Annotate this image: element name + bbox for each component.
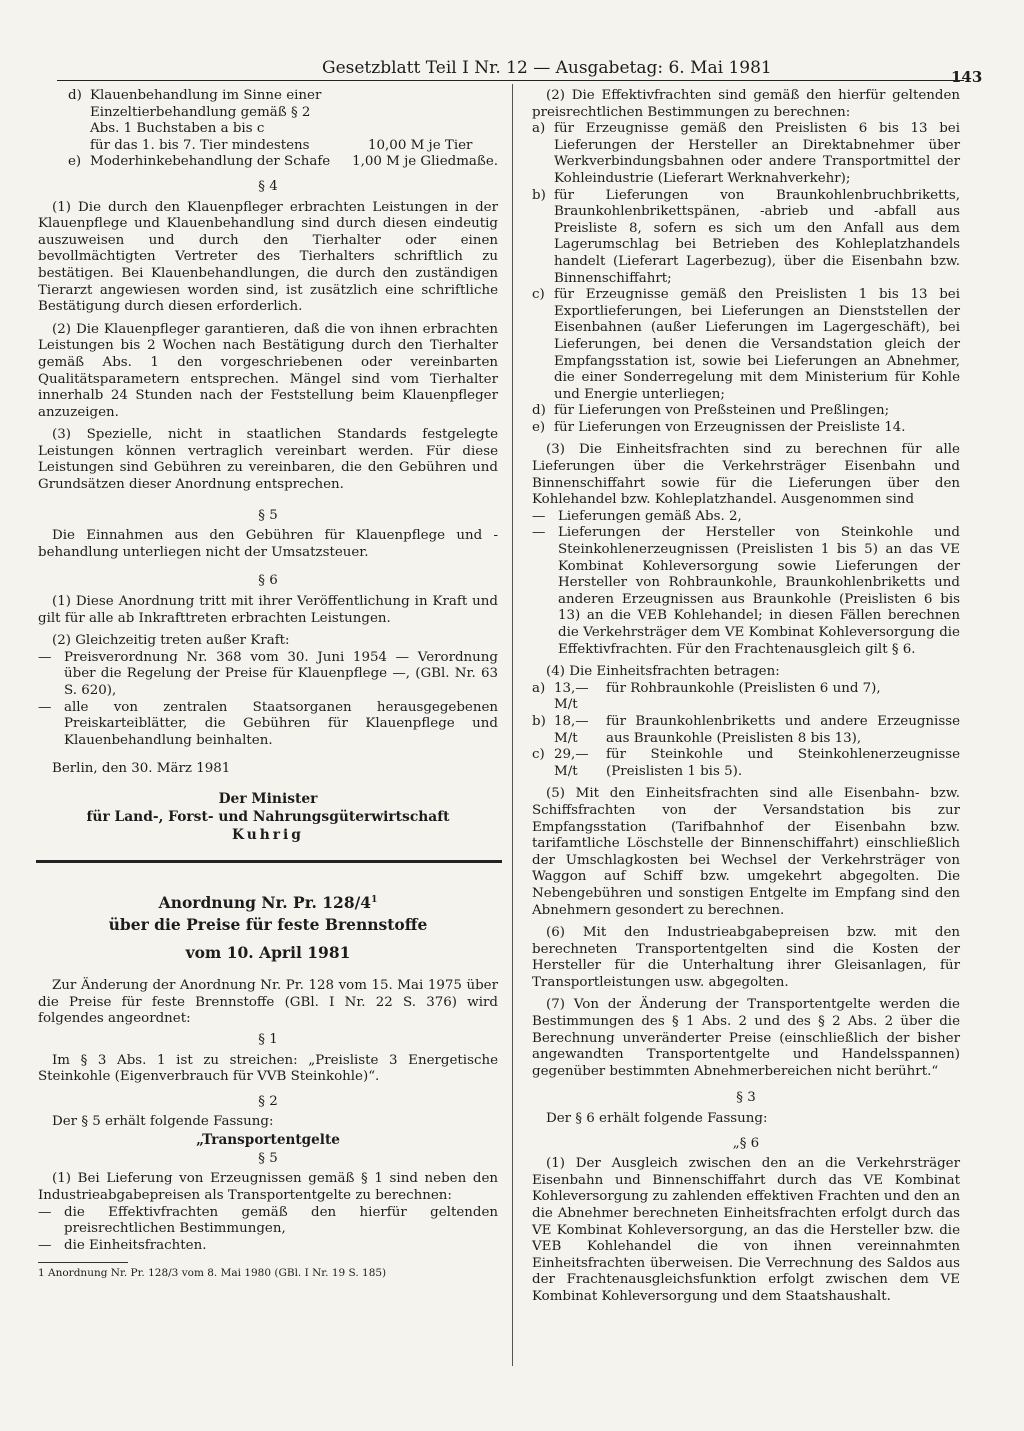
paragraph: Im § 3 Abs. 1 ist zu streichen: „Preisliste 3 Energetische Steinkohle (Eigenverbrauch für VVB Steinkohle)“. [38,1052,498,1085]
section-heading: § 4 [258,178,278,194]
section-heading: „§ 6 [732,1135,760,1151]
fee-item-d: d) Klauenbehandlung im Sinne einer Einzeltierbehandlung gemäß § 2 Abs. 1 Buchstaben a bis c für das 1. bis 7. Tier mindestens 10,00 M je Tier [68,88,498,154]
paragraph: Zur Änderung der Anordnung Nr. Pr. 128 vom 15. Mai 1975 über die Preise für feste Brennstoffe (GBl. I Nr. 22 S. 376) wird folgendes angeordnet: [38,978,498,1027]
paragraph: (2) Die Klauenpfleger garantieren, daß die von ihnen erbrachten Leistungen bis 2 Wochen nach Bestätigung durch den Tierhalter gemäß Abs. 1 den vorgeschriebenen oder vereinbarten Qualitätsparametern entsprechen. Mängel sind vom Tierhalter innerhalb 24 Stunden nach der Feststellung beim Klauenpfleger anzuzeigen. [38,321,498,420]
paragraph: (1) Bei Lieferung von Erzeugnissen gemäß § 1 sind neben den Industrieabgabepreisen als Transportentgelte zu berechnen: [38,1171,498,1204]
section-heading: § 3 [736,1090,756,1106]
list-item: — die Effektivfrachten gemäß den hierfür geltenden preisrechtlichen Bestimmungen, [38,1204,498,1237]
list-item: c) für Erzeugnisse gemäß den Preislisten 1 bis 13 bei Exportlieferungen, bei Lieferungen an Dienststellen der Eisenbahnen (außer Lieferungen im Lagergeschäft), bei Lieferungen, bei denen die Versandstation gleich der Empfangsstation ist, sowie bei Lieferungen an Abnehmer, die einer Sonderregelung mit dem Ministerium für Kohle und Energie unterliegen; [532,287,960,402]
section-heading: § 5 [258,507,278,523]
paragraph: (4) Die Einheitsfrachten betragen: [546,664,780,680]
header-rule [57,80,964,81]
rate-item: c) 29,— M/t für Steinkohle und Steinkohlenerzeugnisse (Preislisten 1 bis 5). [532,747,960,779]
column-divider [512,84,513,1366]
paragraph: (1) Diese Anordnung tritt mit ihrer Veröffentlichung in Kraft und gilt für alle ab Inkrafttreten erbrachten Leistungen. [38,594,498,626]
footnote-marker: 1 [371,894,378,905]
fee-amount: 10,00 M je Tier [368,137,473,153]
fee-item-e: e) Moderhinkebehandlung der Schafe 1,00 M je Gliedmaße. [68,154,498,170]
right-column [532,88,960,1306]
section-heading: § 6 [258,573,278,589]
list-item: e) für Lieferungen von Erzeugnissen der Preisliste 14. [532,419,906,435]
ordinance-title: Anordnung Nr. Pr. $128/4^1$ über die Preise für feste Brennstoffe vom 10. April 1981 [108,893,428,963]
list-item: a) für Erzeugnisse gemäß den Preislisten 6 bis 13 bei Lieferungen der Hersteller an Direktabnehmer über Werkverbindungsbahnen oder andere Transportmittel der Kohleindustrie (Lieferart Werknahverkehr); [532,121,960,186]
paragraph: (1) Der Ausgleich zwischen den an die Verkehrsträger Eisenbahn und Binnenschiffahrt durch das VE Kombinat Kohleversorgung zu zahlenden effektiven Frachten und den an die Abnehmer berechneten Einheitsfrachten erfolgt durch das VE Kombinat Kohleversorgung, an das die Hersteller bzw. die VEB Kohlehandel die von ihnen vereinnahmten Einheitsfrachten überweisen. Die Verrechnung des Saldos aus der Frachtenausgleichsfunktion erfolgt zwischen dem VE Kombinat Kohleversorgung und dem Staatshaushalt. [532,1156,960,1304]
signatory-name: Kuhrig [232,826,304,843]
rate-item: b) 18,— M/t für Braunkohlenbriketts und andere Erzeugnisse aus Braunkohle (Preislisten 8 bis 13), [532,713,960,746]
list-item: d) für Lieferungen von Preßsteinen und Preßlingen; [532,403,890,419]
paragraph: (3) Die Einheitsfrachten sind zu berechnen für alle Lieferungen über die Verkehrsträger Eisenbahn und Binnenschiffahrt sowie für die Lieferungen über den Kohlehandel bzw. Kohleplatzhandel. Ausgenommen sind [532,442,960,508]
paragraph: (7) Von der Änderung der Transportentgelte werden die Bestimmungen des § 1 Abs. 2 und des § 2 Abs. 2 über die Berechnung unveränderter Preise (einschließlich der bisher angewandten Transportentgelte und Handelsspannen) gegenüber bestimmten Abnehmerbereichen nicht berührt.“ [532,997,960,1079]
list-item: — Lieferungen der Hersteller von Steinkohle und Steinkohlenerzeugnissen (Preislisten 1 bis 5) an das VE Kombinat Kohleversorgung sowie Lieferungen der Hersteller von Rohbraunkohle, Braunkohlenbriketts und anderen Erzeugnissen aus Braunkohle (Preislisten 6 bis 13) an die VEB Kohlehandel; in diesen Fällen berechnen die Verkehrsträger dem VE Kombinat Kohleversorgung die Effektivfrachten. Für den Frachtenausgleich gilt § 6. [532,525,960,657]
gazette-title: Gesetzblatt Teil I Nr. 12 — Ausgabetag: 6. Mai 1981 [322,58,772,78]
left-column [38,88,498,1280]
paragraph: (5) Mit den Einheitsfrachten sind alle Eisenbahn- bzw. Schiffsfrachten von der Versandstation bis zur Empfangsstation (Tarifbahnhof der Eisenbahn bzw. tarifamtliche Löschstelle der Binnenschiffahrt) einschließlich der Umschlagkosten bei Wechsel der Verkehrsträger von Waggon auf Schiff bzw. umgekehrt abgegolten. Die Nebengebühren und sonstigen Entgelte im Empfang sind den Abnehmern gesondert zu berechnen. [532,786,960,918]
page-header [0,58,1024,86]
list-item: — Preisverordnung Nr. 368 vom 30. Juni 1954 — Verordnung über die Regelung der Preise für Klauenpflege —, (GBl. Nr. 63 S. 620), [38,649,498,698]
separator-rule [36,860,502,863]
subtitle: „Transportentgelte [196,1131,340,1148]
fee-amount: 1,00 M je Gliedmaße. [352,154,498,170]
paragraph: (1) Die durch den Klauenpfleger erbrachten Leistungen in der Klauenpflege und Klauenbehandlung sind durch diesen eindeutig auszuweisen und durch den Tierhalter oder einen bevollmächtigten Vertreter des Tierhalters schriftlich zu bestätigen. Bei Klauenbehandlungen, die durch den zuständigen Tierarzt angewiesen worden sind, ist zusätzlich eine schriftliche Bestätigung durch diesen erforderlich. [38,199,498,315]
page-number: 143 [951,68,983,86]
section-heading: § 1 [258,1031,278,1047]
rate-item: a) 13,— M/t für Rohbraunkohle (Preislisten 6 und 7), [532,680,881,713]
paragraph: Der § 6 erhält folgende Fassung: [546,1111,768,1127]
list-item: — Lieferungen gemäß Abs. 2, [532,508,742,524]
list-item: — die Einheitsfrachten. [38,1237,207,1253]
paragraph: (2) Gleichzeitig treten außer Kraft: [52,633,290,649]
signature-block: Der Minister für Land-, Forst- und Nahrungsgüterwirtschaft Kuhrig [38,790,498,844]
place-date: Berlin, den 30. März 1981 [52,761,231,777]
paragraph: Die Einnahmen aus den Gebühren für Klauenpflege und -behandlung unterliegen nicht der Umsatzsteuer. [38,528,498,560]
list-item: — alle von zentralen Staatsorganen herausgegebenen Preiskarteiblätter, die Gebühren für Klauenpflege und Klauenbehandlung beinhalten. [38,699,498,748]
footnote: 1 Anordnung Nr. Pr. 128/3 vom 8. Mai 1980 (GBl. I Nr. 19 S. 185) [38,1267,387,1280]
footnote-rule [38,1262,128,1263]
paragraph: (6) Mit den Industrieabgabepreisen bzw. mit den berechneten Transportentgelten sind die Kosten der Hersteller für die Unterhaltung ihrer Gleisanlagen, für Transportleistungen usw. abgegolten. [532,925,960,990]
paragraph: (2) Die Effektivfrachten sind gemäß den hierfür geltenden preisrechtlichen Bestimmungen zu berechnen: [532,88,960,120]
section-heading: § 2 [258,1093,278,1109]
list-item: b) für Lieferungen von Braunkohlenbruchbriketts, Braunkohlenbrikettspänen, -abrieb und -abfall aus Preisliste 8, sofern es sich um den Anfall aus dem Lagerumschlag bei Betrieben des Kohleplatzhandels handelt (Lieferart Lagerbezug), über die Eisenbahn bzw. Binnenschiffahrt; [532,187,960,286]
section-heading: § 5 [258,1150,278,1166]
paragraph: Der § 5 erhält folgende Fassung: [52,1114,274,1130]
paragraph: (3) Spezielle, nicht in staatlichen Standards festgelegte Leistungen können vertraglich vereinbart werden. Für diese Leistungen sind Gebühren zu vereinbaren, die den Gebühren und Grundsätzen dieser Anordnung entsprechen. [38,427,498,493]
